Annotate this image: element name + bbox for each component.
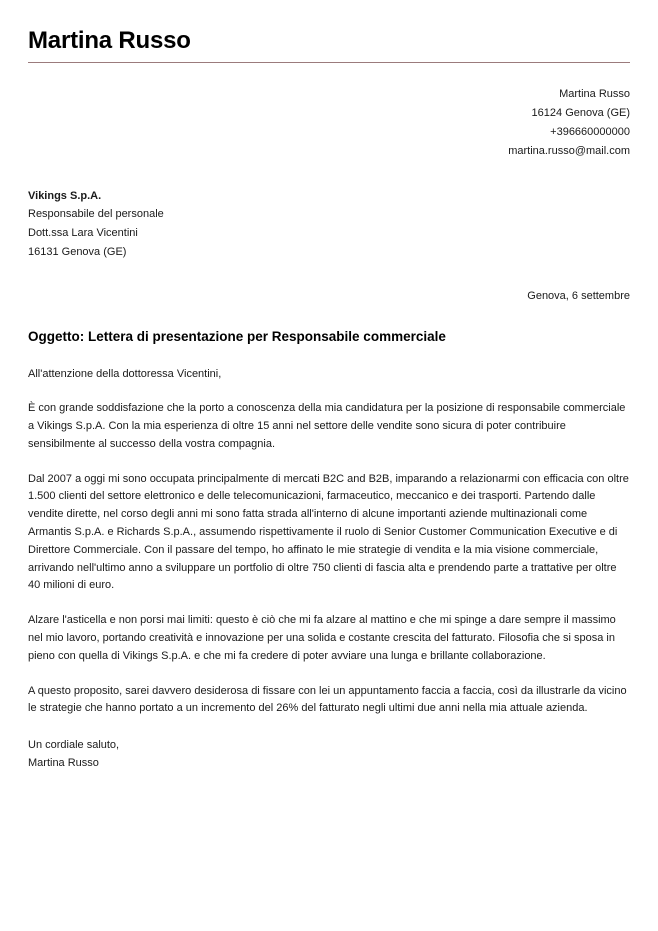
letter-header [28, 28, 630, 63]
body-paragraph: A questo proposito, sarei davvero desiderosa di fissare con lei un appuntamento faccia a faccia, così da illustrarle da vicino le strategie che hanno portato a un incremento del 26% del fatturato negli ultimi due anni nella mia attuale azienda. [28, 684, 627, 715]
page-title: Martina Russo [28, 27, 191, 54]
closing-farewell: Un cordiale saluto, [28, 739, 120, 752]
header-divider [28, 62, 630, 63]
body-paragraph: È con grande soddisfazione che la porto a conoscenza della mia candidatura per la posizione di responsabile commerciale a Vikings S.p.A. Con la mia esperienza di oltre 15 anni nel settore delle vendite sono sicura di poter contribuire sensibilmente al successo della vostra compagnia. [28, 402, 626, 450]
body-paragraph: Alzare l'asticella e non porsi mai limiti: questo è ciò che mi fa alzare al mattino e che mi spinge a dare sempre il massimo nel mio lavoro, portando creatività e innovazione per una solida e costante crescita del fatturato. Filosofia che si sposa in pieno con quella di Vikings S.p.A. e che mi fa credere di poter avviare una lunga e brillante collaborazione. [28, 614, 616, 662]
date-line: Genova, 6 settembre [527, 290, 630, 303]
closing-signature: Martina Russo [28, 757, 99, 770]
recipient-person: Dott.ssa Lara Vicentini [28, 227, 138, 240]
recipient-company: Vikings S.p.A. [28, 189, 102, 202]
recipient-block [28, 187, 630, 263]
sender-address: 16124 Genova (GE) [531, 106, 630, 119]
salutation: All'attenzione della dottoressa Vicentini, [28, 367, 222, 380]
sender-name: Martina Russo [559, 87, 630, 100]
subject-line: Oggetto: Lettera di presentazione per Responsabile commerciale [28, 328, 446, 344]
recipient-role: Responsabile del personale [28, 208, 164, 221]
recipient-address: 16131 Genova (GE) [28, 246, 127, 259]
sender-contact-block [28, 85, 630, 161]
letter-body [28, 400, 630, 718]
closing-block [28, 737, 630, 773]
body-paragraph: Dal 2007 a oggi mi sono occupata principalmente di mercati B2C and B2B, imparando a relazionarmi con efficacia con oltre 1.500 clienti del settore elettronico e delle telecomunicazioni, farmaceutico, meccanico e dei trasporti. Partendo dalle vendite dirette, nel corso degli anni mi sono fatta strada all'interno di alcune importanti aziende multinazionali come Armantis S.p.A. e Richards S.p.A., assumendo rispettivamente il ruolo di Senior Customer Communication Executive e di Direttore Commerciale. Con il passare del tempo, ho affinato le mie strategie di vendita e la mia visione commerciale, arrivando nell'ultimo anno a sviluppare un portfolio di oltre 750 clienti di fascia alta e prendendo parte a trattative per oltre 40 milioni di euro. [28, 472, 629, 592]
sender-email: martina.russo@mail.com [508, 144, 630, 157]
sender-phone: +396660000000 [550, 125, 630, 138]
